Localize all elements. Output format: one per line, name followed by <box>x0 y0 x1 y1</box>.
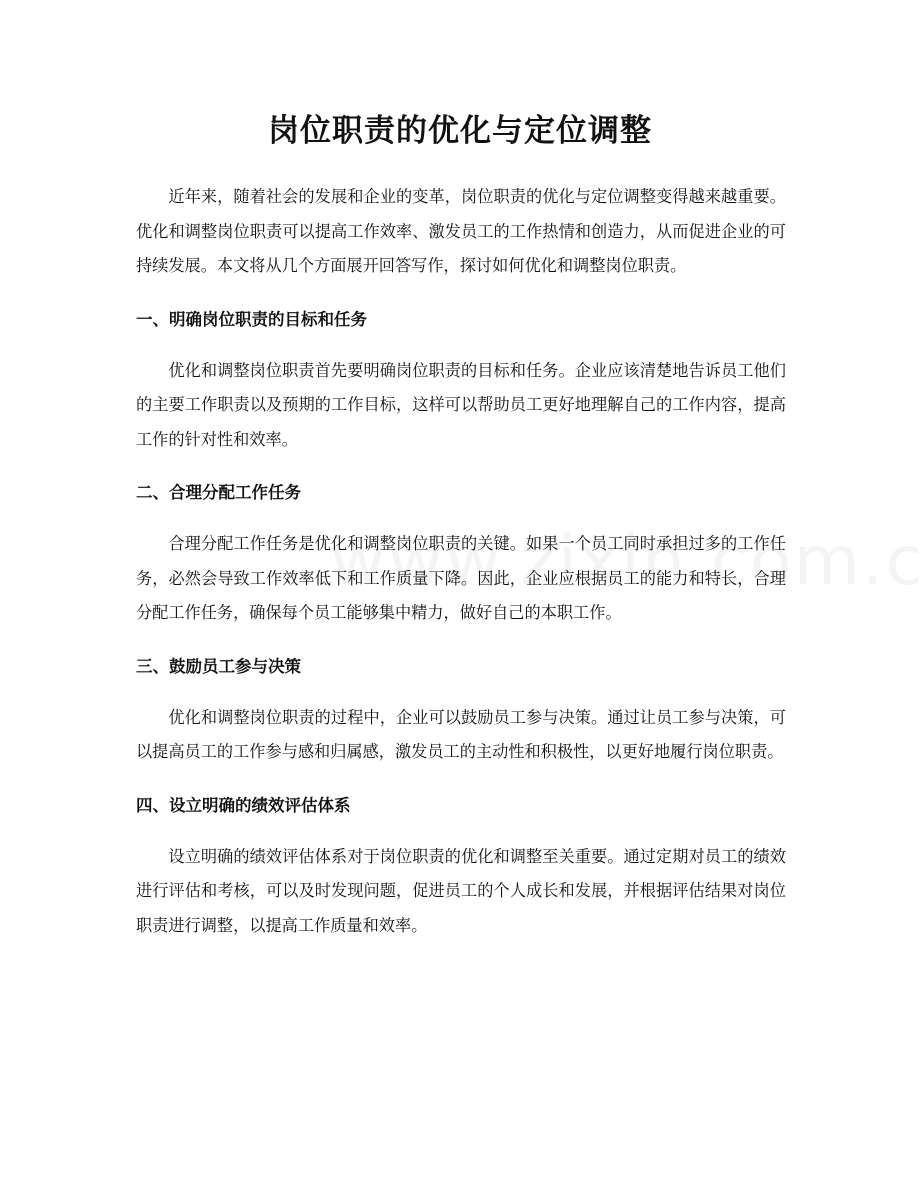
section-heading-3: 三、鼓励员工参与决策 <box>136 656 301 676</box>
section-heading-1: 一、明确岗位职责的目标和任务 <box>136 309 367 329</box>
intro-paragraph: 近年来，随着社会的发展和企业的变革，岗位职责的优化与定位调整变得越来越重要。优化和调整岗位职责可以提高工作效率、激发员工的工作热情和创造力，从而促进企业的可持续发展。本文将从几个方面展开回答写作，探讨如何优化和调整岗位职责。 <box>136 187 786 275</box>
section-body-3: 优化和调整岗位职责的过程中，企业可以鼓励员工参与决策。通过让员工参与决策，可以提高员工的工作参与感和归属感，激发员工的主动性和积极性，以更好地履行岗位职责。 <box>136 707 786 761</box>
section-body-1: 优化和调整岗位职责首先要明确岗位职责的目标和任务。企业应该清楚地告诉员工他们的主要工作职责以及预期的工作目标，这样可以帮助员工更好地理解自己的工作内容，提高工作的针对性和效率。 <box>136 360 786 449</box>
document-body <box>136 180 786 943</box>
section-body-4: 设立明确的绩效评估体系对于岗位职责的优化和调整至关重要。通过定期对员工的绩效进行评估和考核，可以及时发现问题，促进员工的个人成长和发展，并根据评估结果对岗位职责进行调整，以提高工作质量和效率。 <box>136 846 786 935</box>
document-title: 岗位职责的优化与定位调整 <box>268 113 652 149</box>
section-body-2: 合理分配工作任务是优化和调整岗位职责的关键。如果一个员工同时承担过多的工作任务，必然会导致工作效率低下和工作质量下降。因此，企业应根据员工的能力和特长，合理分配工作任务，确保每个员工能够集中精力，做好自己的本职工作。 <box>136 534 786 622</box>
section-heading-2: 二、合理分配工作任务 <box>136 483 301 502</box>
section-heading-4: 四、设立明确的绩效评估体系 <box>136 795 351 815</box>
